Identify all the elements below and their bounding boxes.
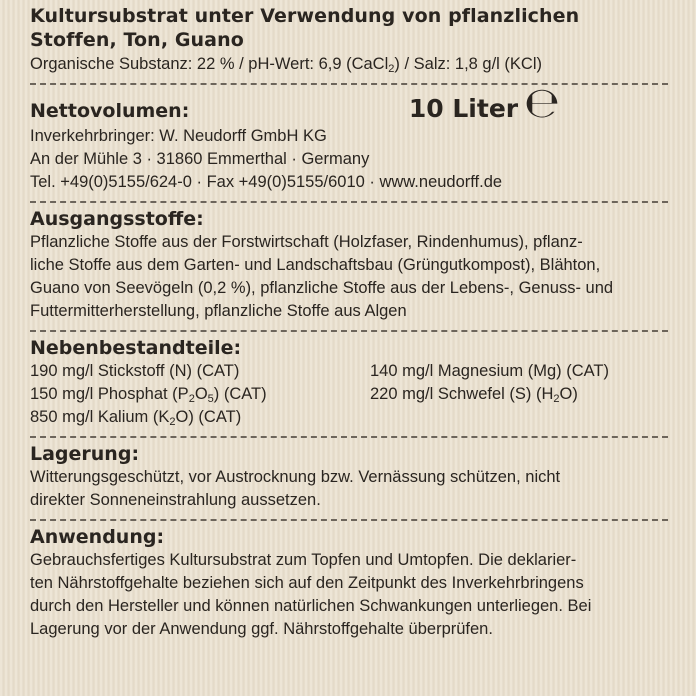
divider (30, 436, 668, 438)
title-line: Kultursubstrat unter Verwendung von pflanzlichen (30, 5, 580, 27)
producer-line: An der Mühle 3 · 31860 Emmerthal · Germany (30, 150, 370, 168)
producer-block (30, 125, 668, 194)
producer-line: Inverkehrbringer: W. Neudorff GmbH KG (30, 127, 327, 145)
text-line: liche Stoffe aus dem Garten- und Landschaftsbau (Grüngutkompost), Blähton, (30, 256, 601, 274)
nutrient-grid (30, 360, 668, 429)
text-line: ten Nährstoffgehalte beziehen sich auf den Zeitpunkt des Inverkehrbringens (30, 574, 584, 592)
text-line: Guano von Seevögeln (0,2 %), pflanzliche Stoffe aus der Lebens-, Genuss- und (30, 279, 614, 297)
text-line: Lagerung vor der Anwendung ggf. Nährstoffgehalte überprüfen. (30, 620, 493, 638)
nutrient-magnesium: 140 mg/l Magnesium (Mg) (CAT) (370, 362, 610, 380)
divider (30, 330, 668, 332)
volume-row (30, 78, 668, 127)
divider (30, 519, 668, 521)
specs-line: Organische Substanz: 22 % / pH-Wert: 6,9 (CaCl$_2$) / Salz: 1,8 g/l (KCl) (30, 55, 543, 75)
text-line: Futtermitterherstellung, pflanzliche Stoffe aus Algen (30, 302, 407, 320)
text-line: durch den Hersteller und können natürlichen Schwankungen unterliegen. Bei (30, 597, 592, 615)
nutrient-sulfur: 220 mg/l Schwefel (S) $(H_2O)$ (370, 385, 578, 405)
text-line: Witterungsgeschützt, vor Austrocknung bzw. Vernässung schützen, nicht (30, 468, 561, 486)
section-heading: Anwendung: (30, 526, 165, 548)
section-heading: Ausgangsstoffe: (30, 208, 204, 230)
nutrient-phosphate: 150 mg/l Phosphat $(P_2O_5)$ (CAT) (30, 385, 267, 405)
section-lagerung (30, 442, 668, 512)
volume-label: Nettovolumen: (30, 100, 190, 122)
text-line: Pflanzliche Stoffe aus der Forstwirtschaft (Holzfaser, Rindenhumus), pflanz- (30, 233, 583, 251)
title-line: Stoffen, Ton, Guano (30, 29, 244, 51)
section-heading: Nebenbestandteile: (30, 337, 242, 359)
divider (30, 83, 668, 85)
nutrient-nitrogen: 190 mg/l Stickstoff (N) (CAT) (30, 362, 240, 380)
section-heading: Lagerung: (30, 443, 140, 465)
text-line: Gebrauchsfertiges Kultursubstrat zum Topfen und Umtopfen. Die deklarier- (30, 551, 577, 569)
text-line: direkter Sonneneinstrahlung aussetzen. (30, 491, 321, 509)
divider (30, 201, 668, 203)
nutrient-potassium: 850 mg/l Kalium $(K_2O)$ (CAT) (30, 408, 242, 428)
estimate-sign-icon: ℮ (524, 78, 560, 127)
producer-line: Tel. +49(0)5155/624-0 · Fax +49(0)5155/6010 · www.neudorff.de (30, 173, 503, 191)
volume-value: 10 Liter ℮ (408, 78, 560, 127)
section-ausgangsstoffe (30, 207, 668, 323)
product-title (30, 4, 668, 52)
section-nebenbestandteile (30, 336, 668, 429)
section-anwendung (30, 525, 668, 641)
